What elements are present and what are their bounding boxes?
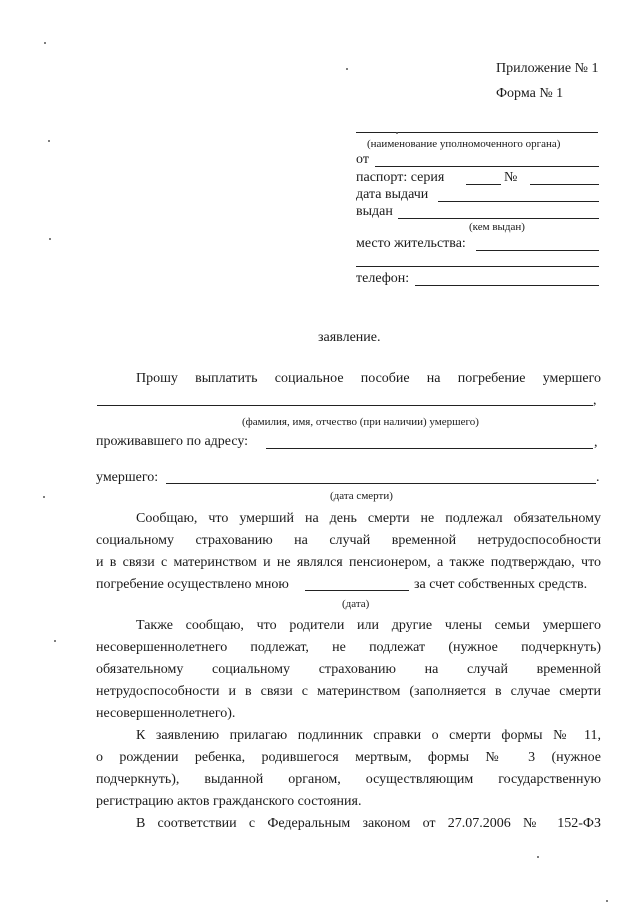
scan-speck (49, 238, 51, 240)
issued-by-label: выдан (356, 204, 393, 219)
issued-by-caption: (кем выдан) (469, 221, 525, 233)
authority-field-line (356, 132, 598, 133)
residence-line-1 (476, 250, 599, 251)
residence-line-2 (356, 266, 599, 267)
p2-line-3: и в связи с материнством и не являлся пенсионером, а также подтверждаю, что (96, 555, 601, 570)
p4-line-1: К заявлению прилагаю подлинник справки о смерти формы № 11, (136, 728, 601, 743)
issue-date-label: дата выдачи (356, 187, 429, 202)
scan-speck (346, 68, 348, 70)
p3-line-2: несовершеннолетнего подлежат, не подлежат (нужное подчеркнуть) (96, 640, 601, 655)
from-label: от (356, 152, 369, 167)
phone-label: телефон: (356, 271, 410, 286)
passport-number-line (530, 184, 599, 185)
residence-label: место жительства: (356, 236, 466, 251)
address-line (266, 448, 593, 449)
scan-speck (537, 856, 539, 858)
appendix-label: Приложение № 1 (496, 61, 599, 76)
p3-line-4: нетрудоспособности и в связи с материнством (заполняется в случае смерти (96, 684, 601, 699)
burial-date-line (305, 590, 409, 591)
scan-speck (48, 140, 50, 142)
authority-caption: (наименование уполномоченного органа) (367, 138, 561, 150)
p2-line-4b: за счет собственных средств. (414, 577, 588, 592)
document-title: заявление. (318, 330, 381, 345)
scan-speck (54, 640, 56, 642)
scan-speck (44, 42, 46, 44)
p4-line-4: регистрацию актов гражданского состояния. (96, 794, 362, 809)
p5-line-1: В соответствии с Федеральным законом от 27.07.2006 № 152-ФЗ (136, 816, 601, 831)
death-date-line (166, 483, 596, 484)
p3-line-1: Также сообщаю, что родители или другие члены семьи умершего (136, 618, 601, 633)
request-text: Прошу выплатить социальное пособие на погребение умершего (136, 371, 601, 386)
p4-line-2: о рождении ребенка, родившегося мертвым, формы № 3 (нужное (96, 750, 601, 765)
p2-line-1: Сообщаю, что умерший на день смерти не подлежал обязательному (136, 511, 601, 526)
p2-line-2: социальному страхованию на случай временной нетрудоспособности (96, 533, 601, 548)
p3-line-5: несовершеннолетнего). (96, 706, 236, 721)
death-date-caption: (дата смерти) (330, 490, 393, 502)
scan-speck (43, 496, 45, 498)
comma-1: , (593, 393, 597, 408)
passport-number-sign: № (504, 170, 518, 185)
p4-line-3: подчеркнуть), выданной органом, осуществляющим государственную (96, 772, 601, 787)
scan-speck (606, 900, 608, 902)
address-label: проживавшего по адресу: (96, 434, 249, 449)
died-label: умершего: (96, 470, 159, 485)
p3-line-3: обязательному социальному страхованию на случай временной (96, 662, 601, 677)
passport-label: паспорт: серия (356, 170, 445, 185)
period: . (596, 470, 600, 485)
scan-speck (396, 132, 398, 134)
p2-line-4a: погребение осуществлено мною (96, 577, 289, 592)
passport-series-line (466, 184, 501, 185)
phone-line (415, 285, 599, 286)
date-caption: (дата) (342, 598, 370, 610)
comma-2: , (594, 435, 598, 450)
fio-caption: (фамилия, имя, отчество (при наличии) умершего) (242, 416, 479, 428)
deceased-fio-line (97, 405, 593, 406)
issue-date-line (438, 201, 599, 202)
issued-by-line (398, 218, 599, 219)
from-field-line (375, 166, 599, 167)
form-label: Форма № 1 (496, 86, 564, 101)
